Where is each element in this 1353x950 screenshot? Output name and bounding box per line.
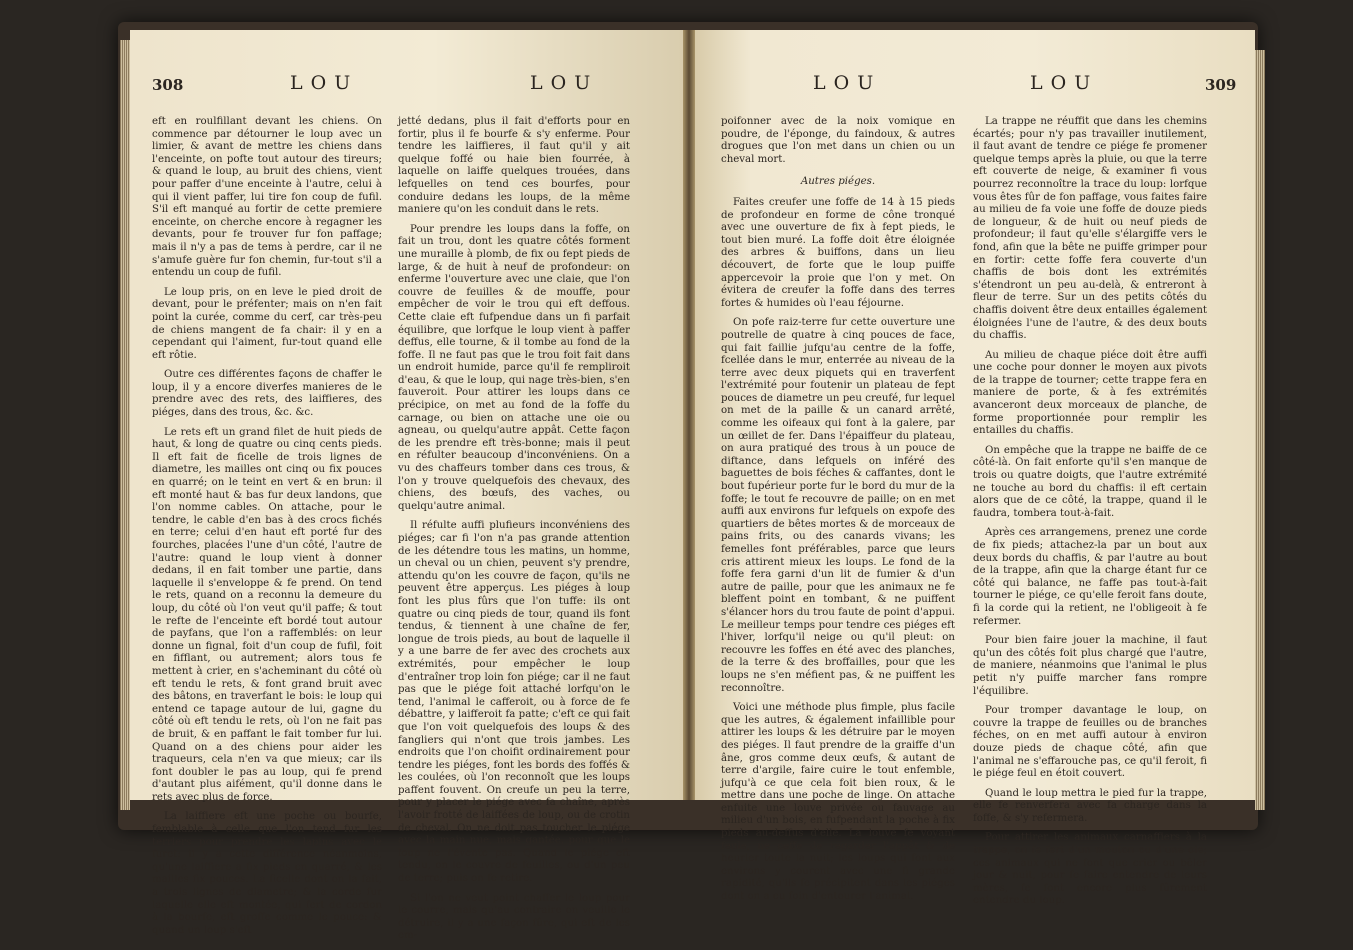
running-head: LOU	[813, 72, 882, 94]
paragraph: Après ces arrangemens, prenez une corde de fix pieds; attachez-la par un bout aux deux bords du chaffis, & par l'autre au bout de la trappe, afin que la charge étant fur ce côté qui balance, ne faffe pas tout-à-fait tourner le piége, ce qu'elle feroit fans doute, fi la corde qui la retient, ne l'obligeoit à fe refermer.	[973, 527, 1207, 627]
paragraph: Pour prendre les loups dans la foffe, on fait un trou, dont les quatre côtés forment une muraille à plomb, de fix ou fept pieds de large, & de huit à neuf de profondeur: on enferme l'ouverture avec une claie, que l'on couvre de feuilles & de mouffe, pour empêcher de voir le trou qui eft deffous. Cette claie eft fufpendue dans un fi parfait équilibre, que lorfque le loup vient à paffer deffus, elle tourne, & il tombe au fond de la foffe. Il ne faut pas que le trou foit fait dans un endroit humide, parce qu'il fe rempliroit d'eau, & que le loup, qui nage très-bien, s'en fauveroit. Pour attirer les loups dans ce précipice, on met au fond de la foffe du carnage, ou bien on attache une oie ou agneau, ou quelqu'autre appât. Cette façon de les prendre eft très-bonne; mais il peut en réfulter beaucoup d'inconvéniens. On a vu des chaffeurs tomber dans ces trous, & l'on y trouve quelquefois des chevaux, des chiens, des bœufs, des vaches, ou quelqu'autre animal.	[398, 223, 630, 512]
paragraph: Le rets eft un grand filet de huit pieds de haut, & long de quatre ou cinq cents pieds. Il eft fait de ficelle de trois lignes de diametre, les mailles ont cinq ou fix pouces en quarré; on le teint en vert & en brun: il eft monté haut & bas fur deux landons, que l'on nomme cables. On attache, pour le tendre, le cable d'en bas à des crocs fichés en terre; celui d'en haut eft porté fur des fourches, placées l'une d'un côté, l'autre de l'autre: quand le loup vient à donner dedans, il en fait tomber une partie, dans laquelle il s'enveloppe & fe prend. On tend le rets, quand on a reconnu la demeure du loup, du côté où l'on veut qu'il paffe; & tout le refte de l'enceinte eft bordé tout autour de payfans, que l'on a raffemblés: on leur donne un fignal, foit d'un coup de fufil, foit en fifflant, ou autrement; alors tous fe mettent à crier, en s'acheminant du côté où eft tendu le rets, & font grand bruit avec des bâtons, en traverfant le bois: le loup qui entend ce tapage autour de lui, gagne du côté où eft tendu le rets, où l'on ne fait pas de bruit, & en paffant le fait tomber fur lui. Quand on a des chiens pour aider les traqueurs, cela n'en va que mieux; car ils font doubler le pas au loup, qui fe prend d'autant plus aifément, qu'il donne dans le rets avec plus de force.	[152, 426, 382, 803]
page-edges-left	[120, 40, 130, 810]
page-edges-right	[1255, 50, 1265, 810]
paragraph: jetté dedans, plus il fait d'efforts pour en fortir, plus il fe bourfe & s'y enferme. Pour tendre les laiffieres, il faut qu'il y ait quelque foffé ou haie bien fourrée, à laquelle on laiffe quelques trouées, dans lefquelles on tend ces bourfes, pour conduire dedans les loups, de la même maniere qu'on les conduit dans le rets.	[398, 116, 630, 216]
paragraph: Pour tromper davantage le loup, on couvre la trappe de feuilles ou de branches féches, on en met auffi autour à environ douze pieds de chaque côté, afin que l'animal ne s'effarouche pas, ce qu'il feroit, fi le piége feul en étoit couvert.	[973, 705, 1207, 780]
paragraph: Faites creufer une foffe de 14 à 15 pieds de profondeur en forme de cône tronqué avec une ouverture de fix à fept pieds, le tout bien muré. La foffe doit être éloignée des arbres & buiffons, dans un lieu découvert, de forte que le loup puiffe appercevoir la proie que l'on y met. On évitera de creufer la foffe dans des terres fortes & humides où l'eau féjourne.	[721, 196, 955, 309]
book-gutter	[683, 30, 695, 800]
right-page-header	[695, 70, 1255, 104]
text-column-2	[398, 116, 630, 950]
text-column-2	[973, 116, 1207, 915]
page-number: 309	[1205, 76, 1237, 94]
paragraph: La trappe ne réuffit que dans les chemins écartés; pour n'y pas travailler inutilement, il faut avant de tendre ce piége fe promener quelque temps après la pluie, ou que la terre eft couverte de neige, & examiner fi vous pourrez reconnoître la trace du loup: lorfque vous êtes fûr de fon paffage, vous faites faire au milieu de fa voie une foffe de douze pieds de longueur, & de huit ou neuf pieds de profondeur; il faut qu'elle s'élargiffe vers le fond, afin que la bête ne puiffe grimper pour en fortir: cette foffe fera couverte d'un chaffis de bois dont les extrémités s'étendront un peu au-delà, & entreront à fleur de terre. Sur un des petits côtés du chaffis doivent être deux entailles également éloignées l'une de l'autre, & des deux bouts du chaffis.	[973, 116, 1207, 342]
paragraph: On empêche que la trappe ne baiffe de ce côté-là. On fait enforte qu'il s'en manque de trois ou quatre doigts, que l'autre extrémité ne touche au bord du chaffis: il eft certain alors que de ce côté, la trappe, quand il le faudra, tombera tout-à-fait.	[973, 444, 1207, 519]
running-head: LOU	[1030, 72, 1099, 94]
paragraph: La laiffiere eft une poche ou bourfe, femblable à celle que l'on tend fur les terriers pour prendre les lapins avec le furet: il y a cette différence néanmoins, qu'une laiffiere a fix pieds en quarré, & les mailles fix pouces. La ficelle dont on la fait, a trois lignes de diametre; & la corde fur laquelle elle eft montée, qui fert de cordon à la bourfe, eft groffe comme le pouce: & quand un loup s'eft	[152, 811, 382, 936]
paragraph: eft en roulfillant devant les chiens. On commence par détourner le loup avec un limier, & avant de mettre les chiens dans l'enceinte, on pofte tout autour des tireurs; & quand le loup, au bruit des chiens, vient pour paffer d'une enceinte à l'autre, celui à qui il vient paffer, lui tire fon coup de fufil. S'il eft manqué au fortir de cette premiere enceinte, on cherche encore à regagner les devants, pour fe trouver fur fon paffage; mais il n'y a pas de tems à perdre, car il ne s'amufe guère fur fon chemin, fur-tout s'il a entendu un coup de fufil.	[152, 116, 382, 279]
paragraph: Quand le loup mettra le pied fur la trappe, elle fe renverfera avec fa charge dans la foffe, & s'y refermera.	[973, 787, 1207, 824]
paragraph: Le loup pris, on en leve le pied droit de devant, pour le préfenter; mais on n'en fait point la curée, comme du cerf, car très-peu de chiens mangent de fa chair: il y en a cependant qui l'aiment, fur-tout quand elle eft rôtie.	[152, 286, 382, 361]
paragraph: Outre ces différentes façons de chaffer le loup, il y a encore diverfes manieres de le prendre avec des rets, des laiffieres, des piéges, dans des trous, &c. &c.	[152, 369, 382, 419]
paragraph: Si l'on ne veut point chaffer le loup pour le courre, mais qu'au contraire on veuille le détruire, il y a une façon fûre, qui eft de les em-	[398, 892, 630, 942]
section-heading: Autres piéges.	[800, 176, 876, 188]
paragraph: Pour bien faire jouer la machine, il faut qu'un des côtés foit plus chargé que l'autre, de maniere, néanmoins que l'animal le plus petit n'y puiffe marcher fans rompre l'équilibre.	[973, 635, 1207, 697]
page-number: 308	[152, 76, 184, 94]
paragraph: Pour attirer les animaux carnaffiers à la trappe, on fe fert d'un mouton ou d'une oie; ces animaux qui ne font que crier ou bêler jour & nuit, pour fe faire entendre de leurs mères, fe font encore plus fûrement entendre du loup.	[973, 832, 1207, 907]
right-page	[695, 30, 1255, 907]
paragraph: Il réfulte auffi plufieurs inconvéniens des piéges; car fi l'on n'a pas grande attention de les détendre tous les matins, un homme, un cheval ou un chien, peuvent s'y prendre, attendu qu'on les couvre de façon, qu'ils ne peuvent être apperçus. Les piéges à loup font les plus fûrs que l'on tuffe: ils ont quatre ou cinq pieds de tour, quand ils font tendus, & tiennent à une chaîne de fer, longue de trois pieds, au bout de laquelle il y a une barre de fer avec des crochets aux extrémités, pour empêcher le loup d'entraîner trop loin fon piége; car il ne faut pas que le piége foit attaché lorfqu'on le tend, l'animal le cafferoit, ou à force de fe débattre, y laifferoit fa patte; c'eft ce qui fait que l'on voit quelquefois des loups & des fangliers qui n'ont que trois jambes. Les endroits que l'on choifit ordinairement pour tendre les piéges, font les bords des foffés & les coulées, où l'on reconnoît que les loups paffent fouvent. On creufe un peu la terre, pour y placer le piége avec fa chaîne, après l'avoir frotté de laiffées de loup, ou de crotin de cheval. On ne doit pas toucher le piége avec la main nue, mais gantée, pour que le loup ne l'évente pas. Quand le piége eft tendu, on le couvre de feuilles, ou d'un peu de terre; puis on fe retire.	[398, 520, 630, 885]
running-head: LOU	[290, 72, 359, 94]
paragraph: On pofe raiz-terre fur cette ouverture une poutrelle de quatre à cinq pouces de face, qui fait faillie jufqu'au centre de la foffe, fcellée dans le mur, enterrée au niveau de la terre avec deux piquets qui en traverfent l'extrémité pour foutenir un plateau de fept pouces de diametre un peu creufé, fur lequel on met de la paille & un canard arrêté, comme les oifeaux qui font à la galere, par un œillet de fer. Dans l'épaiffeur du plateau, on aura pratiqué des trous à un pouce de diftance, dans lefquels on inféré des baguettes de bois féches & caffantes, dont le bout fupérieur porte fur le bord du mur de la foffe; le tout fe recouvre de paille; on en met auffi aux environs fur lefquels on expofe des quartiers de bêtes mortes & de morceaux de pains frits, ou des canards vivans; les femelles font préférables, parce que leurs cris attirent mieux les loups. Le fond de la foffe fera garni d'un lit de fumier & d'un autre de paille, pour que les animaux ne fe bleffent point en tombant, & ne puiffent s'élancer hors du trou faute de point d'appui. Le meilleur temps pour tendre ces piéges eft l'hiver, lorfqu'il neige ou qu'il pleut: on recouvre les foffes en été avec des planches, de la terre & des broffailles, pour que les loups ne s'en méfient pas, & ne puiffent les reconnoître.	[721, 317, 955, 694]
running-head: LOU	[530, 72, 599, 94]
left-page-header	[130, 70, 683, 104]
left-page	[130, 30, 683, 942]
paragraph: poifonner avec de la noix vomique en poudre, de l'éponge, du faindoux, & autres drogues que l'on met dans un chien ou un cheval mort.	[721, 116, 955, 165]
paragraph: Au milieu de chaque piéce doit être auffi une coche pour donner le moyen aux pivots de la trappe de tourner; cette trappe fera en maniere de porte, & à fes extrémités avanceront deux morceaux de planche, de forme proportionnée pour remplir les entailles du chaffis.	[973, 349, 1207, 437]
text-column-1	[152, 116, 382, 944]
paragraph: Voici une méthode plus fimple, plus facile que les autres, & également infaillible pour attirer les loups & les détruire par le moyen des piéges. Il faut prendre de la graiffe d'un âne, gros comme deux œufs, & autant de terre d'argile, faire cuire le tout enfemble, jufqu'à ce que cela foit bien roux, & le mettre dans une poche de linge. On attache enfuite une louve privée ou fauvage au milieu d'un bois, en fufpendant la poche à fix pieds au-deffus d'elle. La louve fe voyant feule, ne ceffe de regarder l'appât & de heurler toute la nuit; les loups qui font aux environs y courent avec une fi grande rapidité, qu'ils fe précipitent dans les piéges dont on a eu foin d'entourer l'animal.	[721, 702, 955, 903]
text-column-1	[721, 116, 955, 911]
